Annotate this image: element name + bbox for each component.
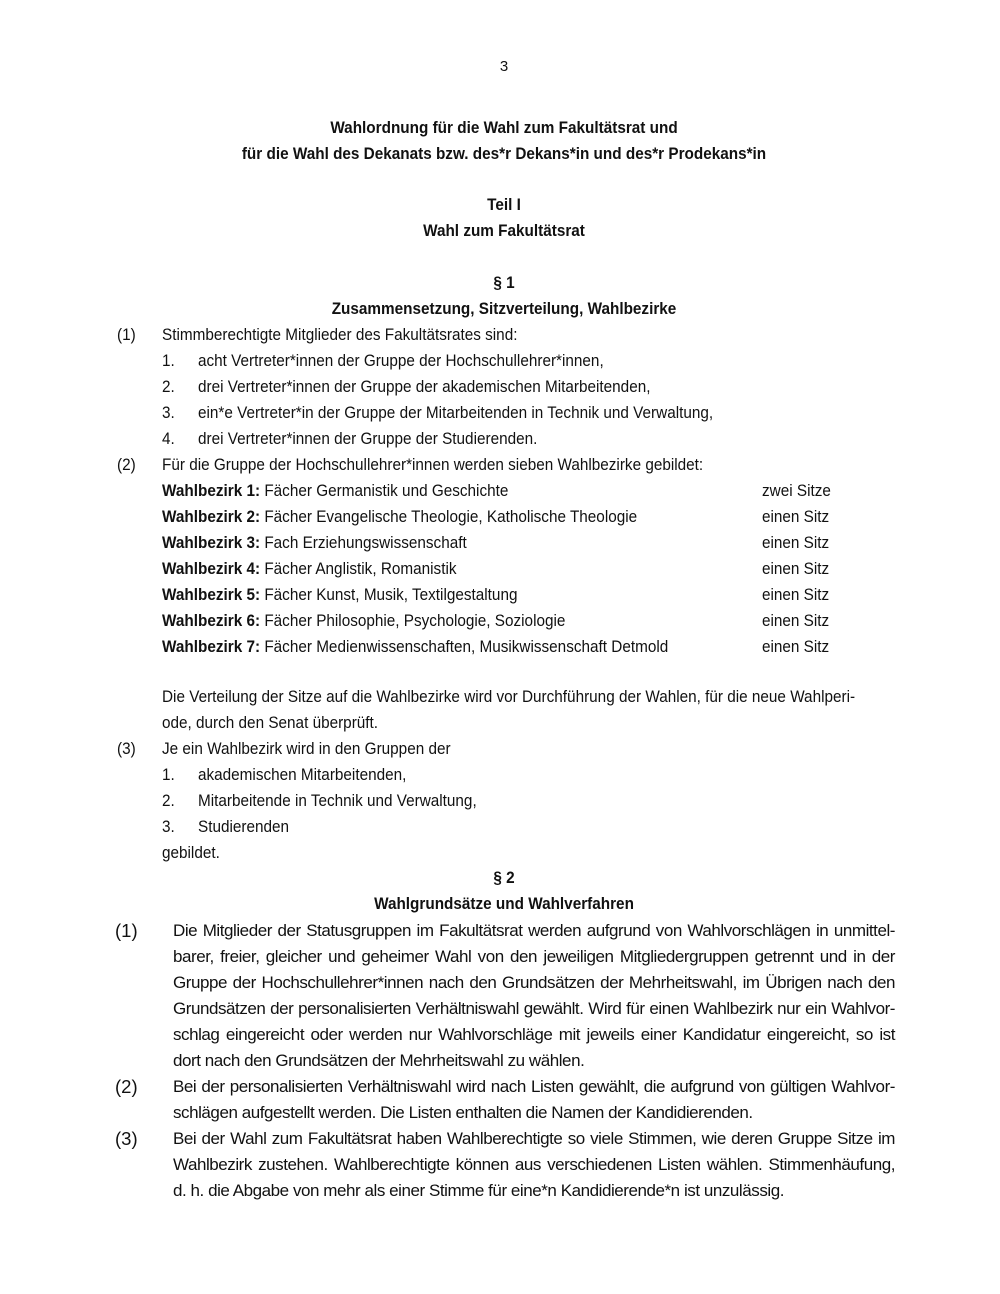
text-line: Bei der Wahl zum Fakultätsrat haben Wahlberechtigte so viele Stimmen, wie deren Gruppe Sitze im xyxy=(173,1129,895,1148)
district-label: Wahlbezirk 4: xyxy=(162,559,261,578)
text-line: Gruppe der Hochschullehrer*innen nach den Grundsätzen der Mehrheitswahl, im Übrigen nach den xyxy=(173,973,895,992)
s1-p3-outro: gebildet. xyxy=(162,843,220,862)
page-number: 3 xyxy=(499,58,509,75)
district-seats: einen Sitz xyxy=(762,507,830,526)
list-item-number: 4. xyxy=(162,429,175,448)
s2-p1-number: (1) xyxy=(115,920,138,941)
s1-p3-number: (3) xyxy=(117,739,136,758)
list-item: drei Vertreter*innen der Gruppe der Studierenden. xyxy=(198,429,538,448)
district-seats: einen Sitz xyxy=(762,611,830,630)
s1-p3-intro: Je ein Wahlbezirk wird in den Gruppen der xyxy=(162,739,451,758)
part-label: Teil I xyxy=(487,195,521,214)
s2-p1-text xyxy=(173,918,895,1074)
list-item-number: 2. xyxy=(162,791,175,810)
s2-p3-text xyxy=(173,1126,895,1204)
text-line: Bei der personalisierten Verhältniswahl wird nach Listen gewählt, die aufgrund von gültigen Wahlvor- xyxy=(173,1077,895,1096)
text-line: d. h. die Abgabe von mehr als einer Stimme für eine*n Kandidierende*n ist unzulässig. xyxy=(173,1181,784,1200)
section-2-heading: Wahlgrundsätze und Wahlverfahren xyxy=(374,894,634,913)
list-item: drei Vertreter*innen der Gruppe der akademischen Mitarbeitenden, xyxy=(198,377,651,396)
section-2-symbol: § 2 xyxy=(493,868,515,887)
district-label: Wahlbezirk 3: xyxy=(162,533,261,552)
list-item-number: 3. xyxy=(162,403,175,422)
s1-p2-note-line-2: ode, durch den Senat überprüft. xyxy=(162,713,379,732)
district-label: Wahlbezirk 2: xyxy=(162,507,261,526)
district-row-7 xyxy=(162,634,668,660)
district-row-2 xyxy=(162,504,637,530)
list-item-number: 3. xyxy=(162,817,175,836)
district-label: Wahlbezirk 1: xyxy=(162,481,261,500)
text-line: Wahlbezirk zustehen. Wahlberechtigte können aus verschiedenen Listen wählen. Stimmenhäufung, xyxy=(173,1155,895,1174)
list-item: acht Vertreter*innen der Gruppe der Hochschullehrer*innen, xyxy=(198,351,604,370)
district-label: Wahlbezirk 5: xyxy=(162,585,261,604)
list-item: Studierenden xyxy=(198,817,290,836)
list-item: ein*e Vertreter*in der Gruppe der Mitarbeitenden in Technik und Verwaltung, xyxy=(198,403,714,422)
section-1-symbol: § 1 xyxy=(493,273,515,292)
district-subjects: Fächer Kunst, Musik, Textilgestaltung xyxy=(264,585,518,604)
district-row-4 xyxy=(162,556,456,582)
text-line: dort nach den Grundsätzen der Mehrheitswahl zu wählen. xyxy=(173,1051,585,1070)
district-subjects: Fächer Philosophie, Psychologie, Soziologie xyxy=(264,611,566,630)
district-label: Wahlbezirk 6: xyxy=(162,611,261,630)
text-line: schlägen aufgestellt werden. Die Listen enthalten die Namen der Kandidierenden. xyxy=(173,1103,753,1122)
part-heading: Wahl zum Fakultätsrat xyxy=(423,221,585,240)
document-title-line-1: Wahlordnung für die Wahl zum Fakultätsrat und xyxy=(330,118,678,137)
list-item-number: 1. xyxy=(162,765,175,784)
document-title-line-2: für die Wahl des Dekanats bzw. des*r Dekans*in und des*r Prodekans*in xyxy=(241,144,767,163)
text-line: Grundsätzen der personalisierten Verhältniswahl gewählt. Wird für einen Wahlbezirk nur ein Wahlvor- xyxy=(173,999,895,1018)
list-item: Mitarbeitende in Technik und Verwaltung, xyxy=(198,791,477,810)
district-subjects: Fächer Evangelische Theologie, Katholische Theologie xyxy=(264,507,638,526)
s1-p1-intro: Stimmberechtigte Mitglieder des Fakultätsrates sind: xyxy=(162,325,518,344)
district-seats: einen Sitz xyxy=(762,585,830,604)
text-line: schlag eingereicht oder werden nur Wahlvorschläge mit jeweils einer Kandidatur eingereicht, so ist xyxy=(173,1025,895,1044)
s1-p2-number: (2) xyxy=(117,455,136,474)
district-subjects: Fächer Germanistik und Geschichte xyxy=(264,481,509,500)
district-row-5 xyxy=(162,582,517,608)
district-seats: zwei Sitze xyxy=(762,481,831,500)
s2-p3-number: (3) xyxy=(115,1128,138,1149)
district-row-3 xyxy=(162,530,467,556)
district-seats: einen Sitz xyxy=(762,533,830,552)
s1-p2-intro: Für die Gruppe der Hochschullehrer*innen werden sieben Wahlbezirke gebildet: xyxy=(162,455,704,474)
s2-p2-text xyxy=(173,1074,895,1126)
district-subjects: Fächer Medienwissenschaften, Musikwissenschaft Detmold xyxy=(264,637,669,656)
s1-p1-number: (1) xyxy=(117,325,136,344)
list-item: akademischen Mitarbeitenden, xyxy=(198,765,407,784)
district-row-6 xyxy=(162,608,565,634)
district-seats: einen Sitz xyxy=(762,637,830,656)
district-seats: einen Sitz xyxy=(762,559,830,578)
district-label: Wahlbezirk 7: xyxy=(162,637,261,656)
district-subjects: Fächer Anglistik, Romanistik xyxy=(264,559,457,578)
list-item-number: 2. xyxy=(162,377,175,396)
text-line: barer, freier, gleicher und geheimer Wahl von den jeweiligen Mitgliedergruppen getrennt und in der xyxy=(173,947,895,966)
s1-p2-note-line-1: Die Verteilung der Sitze auf die Wahlbezirke wird vor Durchführung der Wahlen, für die neue Wahlperi- xyxy=(162,687,856,706)
section-1-heading: Zusammensetzung, Sitzverteilung, Wahlbezirke xyxy=(331,299,677,318)
s2-p2-number: (2) xyxy=(115,1076,138,1097)
district-row-1 xyxy=(162,478,508,504)
district-subjects: Fach Erziehungswissenschaft xyxy=(264,533,467,552)
text-line: Die Mitglieder der Statusgruppen im Fakultätsrat werden aufgrund von Wahlvorschlägen in unmittel- xyxy=(173,921,895,940)
list-item-number: 1. xyxy=(162,351,175,370)
